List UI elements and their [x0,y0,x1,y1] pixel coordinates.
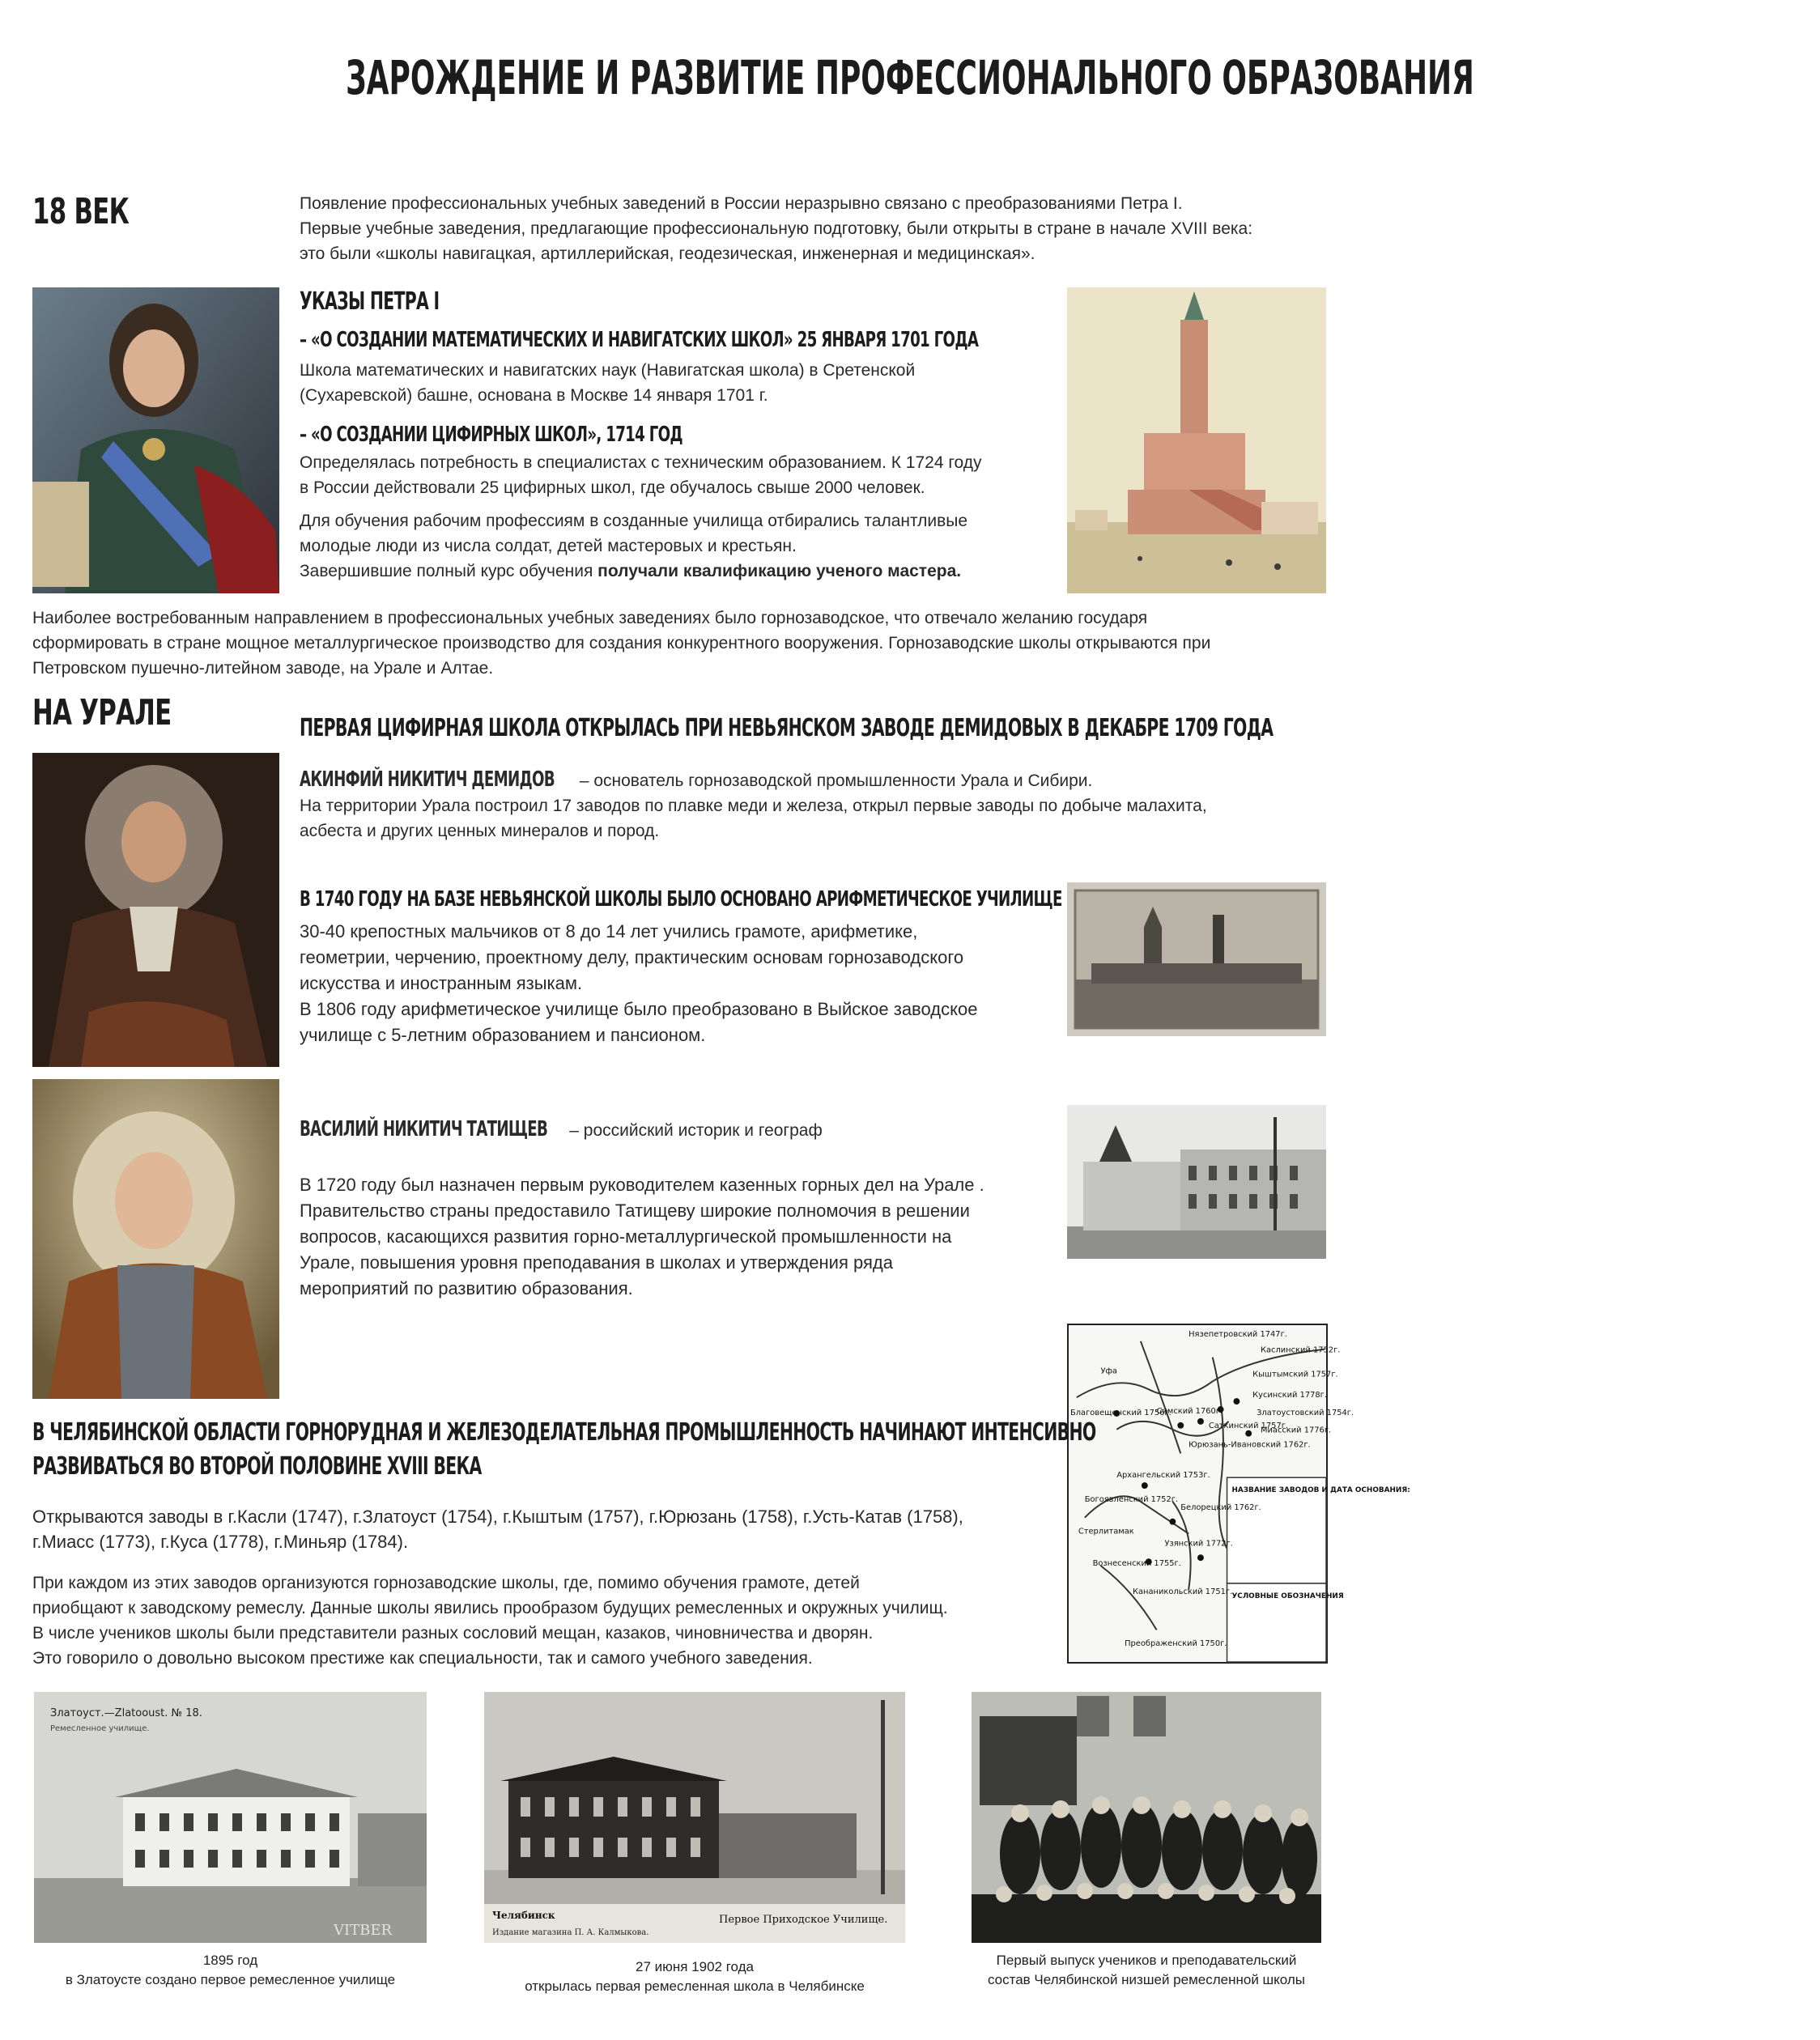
training-text: Для обучения рабочим профессиям в созданные училища отбирались талантливые молодые люди из числа солдат, детей мастеровых и крестьян. Завершившие полный курс обучения получали квалификацию ученого мастера. [300,512,968,580]
svg-text:Кыштымский 1757г.: Кыштымский 1757г. [1252,1370,1338,1379]
svg-text:Златоуст.—Zlatooust. № 18.: Златоуст.—Zlatooust. № 18. [50,1707,202,1719]
chelyabinsk-caption: 27 июня 1902 года открылась первая ремесленная школа в Челябинске [525,1959,865,1994]
section-18-century: 18 ВЕК [32,191,130,232]
svg-text:Благовещенский 1756г.: Благовещенский 1756г. [1069,1408,1172,1417]
chelyabinsk-heading-line2: РАЗВИВАТЬСЯ ВО ВТОРОЙ ПОЛОВИНЕ XVIII ВЕКА [32,1452,482,1481]
tatishchev-text: В 1720 году был назначен первым руководителем казенных горных дел на Урале . Правительство страны предоставило Татищеву широкие полномочия в решении вопросов, касающихся развития горно-металлургической промышленности на Урале, повышения уровня преподавания в школах и утверждения ряда мероприятий по развитию образования. [300,1175,984,1298]
demidov-block: АКИНФИЙ НИКИТИЧ ДЕМИДОВ – основатель горнозаводской промышленности Урала и Сибири. На территории Урала построил 17 заводов по плавке меди и железа, открыл первые заводы по добыче малахита, асбеста и других ценных минералов и пород. [300,767,1207,840]
page-title: ЗАРОЖДЕНИЕ И РАЗВИТИЕ ПРОФЕССИОНАЛЬНОГО ОБРАЗОВАНИЯ [346,50,1474,105]
svg-text:Архангельский 1753г.: Архангельский 1753г. [1116,1471,1210,1481]
peter-portrait-image [32,287,279,593]
sukharev-tower-image [1067,287,1326,593]
decrees-title: УКАЗЫ ПЕТРА I [300,287,440,316]
mining-text: Наиболее востребованным направлением в профессиональных учебных заведениях было горнозаводское, что отвечало желанию государя сформировать в стране мощное металлургическое производство для создания конкурентного вооружения. Горнозаводские школы открываются при Петровском пушечно-литейном заводе, на Урале и Алтае. [32,609,1211,678]
svg-text:VITBER: VITBER [334,1922,393,1939]
first-school-heading: ПЕРВАЯ ЦИФИРНАЯ ШКОЛА ОТКРЫЛАСЬ ПРИ НЕВЬЯНСКОМ ЗАВОДЕ ДЕМИДОВЫХ В ДЕКАБРЕ 1709 ГОДА [300,714,1274,742]
zlatoust-caption: 1895 год в Златоусте создано первое ремесленное училище [65,1953,396,1987]
svg-text:Уфа: Уфа [1100,1366,1117,1376]
svg-text:Каслинский 1752г.: Каслинский 1752г. [1261,1345,1341,1355]
svg-text:НАЗВАНИЕ ЗАВОДОВ И ДАТА ОСНОВА: НАЗВАНИЕ ЗАВОДОВ И ДАТА ОСНОВАНИЯ: [1231,1486,1410,1495]
svg-text:Челябинск: Челябинск [492,1910,555,1921]
svg-text:Вознесенский 1755г.: Вознесенский 1755г. [1092,1559,1181,1569]
chelyabinsk-heading-line1: В ЧЕЛЯБИНСКОЙ ОБЛАСТИ ГОРНОРУДНАЯ И ЖЕЛЕЗОДЕЛАТЕЛЬНАЯ ПРОМЫШЛЕННОСТЬ НАЧИНАЮТ ИНТЕНСИВНО [32,1418,1096,1447]
svg-text:Стерлитамак: Стерлитамак [1078,1527,1134,1536]
svg-text:Издание магазина П. А. Калмыко: Издание магазина П. А. Калмыкова. [492,1928,649,1937]
svg-text:Саткинский 1757г.: Саткинский 1757г. [1208,1421,1289,1430]
svg-text:Богоявленский 1752г.: Богоявленский 1752г. [1084,1494,1179,1504]
arithmetic-school-text: 30-40 крепостных мальчиков от 8 до 14 лет учились грамоте, арифметике, геометрии, черчению, проектному делу, практическим основам горнозаводского искусства и иностранным языкам. В 1806 году арифметическое училище было преобразовано в Выйское заводское училище с 5-летним образованием и пансионом. [300,921,978,1045]
tatishchev-name: ВАСИЛИЙ НИКИТИЧ ТАТИЩЕВ [300,1117,548,1141]
svg-text:Миасский 1776г.: Миасский 1776г. [1261,1426,1332,1435]
decree2-text: Определялась потребность в специалистах с техническим образованием. К 1724 году в России действовали 25 цифирных школ, где обучалось свыше 2000 человек. [300,453,982,497]
nevyansk-plant-image [1067,882,1326,1036]
svg-text:Юрюзань-Ивановский 1762г.: Юрюзань-Ивановский 1762г. [1189,1440,1311,1450]
svg-text:Симский 1760г.: Симский 1760г. [1156,1406,1223,1416]
svg-text:Белорецкий 1762г.: Белорецкий 1762г. [1180,1502,1261,1512]
svg-text:Преображенский 1750г.: Преображенский 1750г. [1125,1639,1227,1649]
chelyabinsk-school-photo [484,1692,905,1943]
svg-text:Нязепетровский 1747г.: Нязепетровский 1747г. [1189,1329,1287,1339]
svg-text:УСЛОВНЫЕ ОБОЗНАЧЕНИЯ: УСЛОВНЫЕ ОБОЗНАЧЕНИЯ [1231,1592,1344,1600]
arithmetic-school-title: В 1740 ГОДУ НА БАЗЕ НЕВЬЯНСКОЙ ШКОЛЫ БЫЛО ОСНОВАНО АРИФМЕТИЧЕСКОЕ УЧИЛИЩЕ [300,887,1062,912]
intro-text: Появление профессиональных учебных заведений в России неразрывно связано с преобразованиями Петра I. Первые учебные заведения, предлагающие профессиональную подготовку, были открыты в стране в начале XVIII века: это были «школы навигацкая, артиллерийская, геодезическая, инженерная и медицинская». [300,194,1253,263]
tatishchev-title-row: ВАСИЛИЙ НИКИТИЧ ТАТИЩЕВ – российский историк и географ [300,1117,823,1141]
graduates-group-photo [972,1692,1321,1943]
svg-text:Первое Приходское Училище.: Первое Приходское Училище. [719,1914,888,1926]
svg-text:Златоустовский 1754г.: Златоустовский 1754г. [1257,1408,1354,1417]
decree2-title: – «О СОЗДАНИИ ЦИФИРНЫХ ШКОЛ», 1714 ГОД [300,423,682,447]
tatishchev-portrait-image [32,1079,279,1399]
svg-text:Узянский 1772г.: Узянский 1772г. [1164,1539,1233,1549]
decree1-title: – «О СОЗДАНИИ МАТЕМАТИЧЕСКИХ И НАВИГАТСКИХ ШКОЛ» 25 ЯНВАРЯ 1701 ГОДА [300,328,979,352]
section-ural: НА УРАЛЕ [32,692,172,733]
schools-text: При каждом из этих заводов организуются горнозаводские школы, где, помимо обучения грамоте, детей приобщают к заводскому ремеслу. Данные школы явились прообразом будущих ремесленных и окружных училищ. В числе учеников школы были представители разных сословий мещан, казаков, чиновничества и дворян. Это говорило о довольно высоком престиже как специальности, так и самого учебного заведения. [32,1574,948,1668]
svg-text:Кусинский 1778г.: Кусинский 1778г. [1252,1391,1328,1400]
graduates-caption: Первый выпуск учеников и преподавательский состав Челябинской низшей ремесленной школы [987,1953,1306,1987]
zlatoust-school-photo [34,1692,427,1943]
plants-text: Открываются заводы в г.Касли (1747), г.Златоуст (1754), г.Кыштым (1757), г.Юрюзань (1758), г.Усть-Катав (1758), г.Миасс (1773), г.Куса (1778), г.Миньяр (1784). [32,1507,963,1552]
demidov-name: АКИНФИЙ НИКИТИЧ ДЕМИДОВ [300,767,555,792]
svg-text:Ремесленное училище.: Ремесленное училище. [50,1724,150,1733]
svg-text:Кананикольский 1751г.: Кананикольский 1751г. [1133,1587,1233,1596]
ural-plants-map [1067,1324,1410,1664]
mining-office-image [1067,1105,1326,1259]
demidov-portrait-image [32,753,279,1067]
decree1-text: Школа математических и навигатских наук (Навигатская школа) в Сретенской (Сухаревской) башне, основана в Москве 14 января 1701 г. [300,361,916,405]
